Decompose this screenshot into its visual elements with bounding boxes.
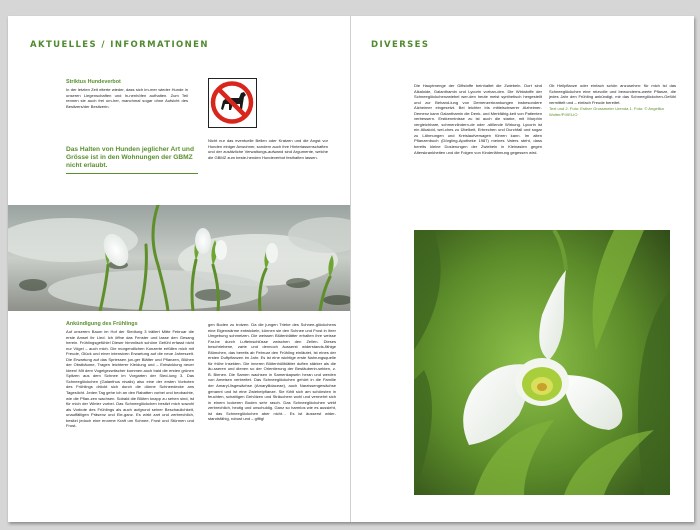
diverses-column-2: Ob Heilpflanze oder einfach schön anzusehen: für mich ist das Schneeglöckchen eine reizvolle und bewunderns-werte Pflanze, die jedes Jahr den Frühling ankündigt, mir das Schneeglöckchen-Gefühl vermittelt und – einfach Freude bereitet. <box>549 83 676 105</box>
diverses-column-1: Die Hauptmenge der Giftstoffe beinhaltet die Zwiebeln. Dort sind Alkaloide, Galanthamin und Lycorin vorhan-den. Die Wirkstoffe der Schneeglöckchenzwiebel wer-den heute meist synthetisch hergestellt und zur Behand-lung von Demenzerkrankungen insbesondere Alzheimer eingesetzt. Bei leichter bis mittelschwerer Alzheimer-Demenz kann Galanthamin die Denk- und Merkfähig-keit von Patienten verbessern. Erstkenntnisse zu ist auch die starke, mit Morphin vergleichbare, schmerzlindern-de oder -stillende Wirkung. Lycorin ist ein Alkaloid, wel-ches zu Übelkeit, Erbrechen und Durchfall und sogar zu Lähmungen und Kreislaufversagen führen kann. Im alten Pflanzenbuch (Dörgling-Apotheke 1987) meines Vaters steht, dass bereits kleine Dosierungen der Zwiebeln in Kleinasien gegen Alterskrankheiten und die Folgen von Kinderlähmung gegessen wird. <box>414 83 542 155</box>
article-spring <box>66 321 194 429</box>
photo-credit: Text und 2. Foto: Esther Grossmeier Urenda 1. Foto: © Angelika Wolter/PIXELIO <box>549 106 664 117</box>
page-header-left: AKTUELLES / INFORMATIONEN <box>30 40 209 50</box>
page-header-right: DIVERSES <box>371 40 430 50</box>
article-spring-column-1: Auf unserem Baum im Hof der Siedlung 3 trällert Mitte Februar die erste Amsel ihr Lied. Ich öffne das Fenster und lasse den Gesang herein. Frühlingsgefühle! Dieser himmlisch schöne Gefühl erfasst nicht nur Vögel – auch mich. Die morgendlichen Konzerte erfüllen mich mit Freude, Glück und einer intensiven Erwartung auf die neue Jahreszeit. Die Erwartung auf das Spriessen jun-ger Blätter und Pflanzen, Blühen der Obstbäume, Tragen leichterer Kleidung und – Entwicklung neuer Ideen! Mit dem Vogelgezwitscher kommen auch bald die ersten grünen Spitzen aus dem Schnee im Vorgarten der Sied-lung 3. Das Schneeglöckchen (Galanthus nivalis) also eine der ersten Vorboten des Frühlings drückt sich durch die dünne Schneedecke ans Tageslicht. Jeden Tag gehe ich an den Rabatten vorbei und beobachte, wie die Pflan-zen wachsen. Sobald die Blüten knapp zu sehen sind, ist für mich der Winter vorbei. Das Schneeglöckchen besitzt mich sowohl als Vorbote des Frühlings als auch aufgrund seiner Beschaulichkeit, unauffälligen Präsenz und Ele-ganz. Es wirkt zart und zerbrechlich, besitzt jedoch eine enorme Kraft um Schnee, Frost und Stürmen und Frost- <box>66 329 194 429</box>
right-page <box>351 16 694 522</box>
snowdrop-closeup-photo <box>414 230 670 495</box>
left-page <box>8 16 351 522</box>
no-dogs-icon <box>209 79 255 126</box>
diverses-column-2-wrap <box>549 83 676 117</box>
no-dogs-sign <box>208 78 257 128</box>
pullquote-dog-ban: Das Halten von Hunden jeglicher Art und Grösse ist in den Wohnungen der GBMZ nicht erlaubt. <box>66 146 198 174</box>
article-title-spring: Ankündigung des Frühlings <box>66 321 138 327</box>
article-dog-ban <box>66 79 188 109</box>
magazine-spread <box>8 16 694 522</box>
article-title-dog-ban: Striktus Hundeverbot <box>66 79 121 85</box>
article-intro-dog-ban: In der letzten Zeit elterte wieder, dass sich im-mer wieder Hunde in unseren Liegenschaften und In-nenhöfen aufhalten. Zum Teil rennen sie auch frei um-her, manchmal sogar ohne Aufsicht des Besitzers/der Besitzerin. <box>66 87 188 109</box>
article-side-text: Nicht nur das eventuelle Bellen oder Kratzen und die Angst vor Hunden einiger Anwohner, sondern auch ihre Hinterlassenschaften und der zusätzliche Verwaltungs-aufwand sind Argumente, welche die GBMZ zum beste-henden Hundeverbot festhalten lassen. <box>208 138 328 160</box>
snowdrops-in-snow-photo <box>8 205 351 311</box>
article-spring-column-2: gen Boden zu trotzen. Da die jungen Triebe des Schnee-glöckchens eine Eigenwärme entwickeln, können sie den Schnee und Frost in ihrer Umgebung schmelzen. Die weissen Blütenblätter erhalten ihre weisse Far-be durch Lufteinschlüsse zwischen den Zellen. Dieses beschriebene, zarte und dennoch äusserst widerstands-fähige Blümchen, das bereits ab Februar den Frühling einläutet, ist eines der ersten Duftpflanzen im Jahr. Es ist eine wichtige erste Nahrungsquelle für frühe Insekten. Die inneren Blütenhüllblätter duften stärker als die äu-sseren und dienen so der Orientierung der Bestäuberin-sekten, z. B. Bienen. Die Samen wachsen in Samenkapseln heran und werden von Ameisen verbreitet. Das Schneeglöckchen gehört in die Familie der Amaryl-lisgewächse (Amaryllidaceae), auch Narzissengewächse genannt und ist eine Zwiebelpflanze. Sie fühlt sich am schönsten in feuchten, schattigen Gehölzen und Sträuchern wohl und vermehrt sich in einem lockeren Boden sehr rasch. Das Schneeglöckchen wirkt zerbrechlich, heutig und unschuldig. Ganz so harmlos wie es aussieht, ist das Schneeglöckchen aber nicht… Es ist äusserst wider-standsfähig, robust und – giftig! <box>208 322 336 422</box>
